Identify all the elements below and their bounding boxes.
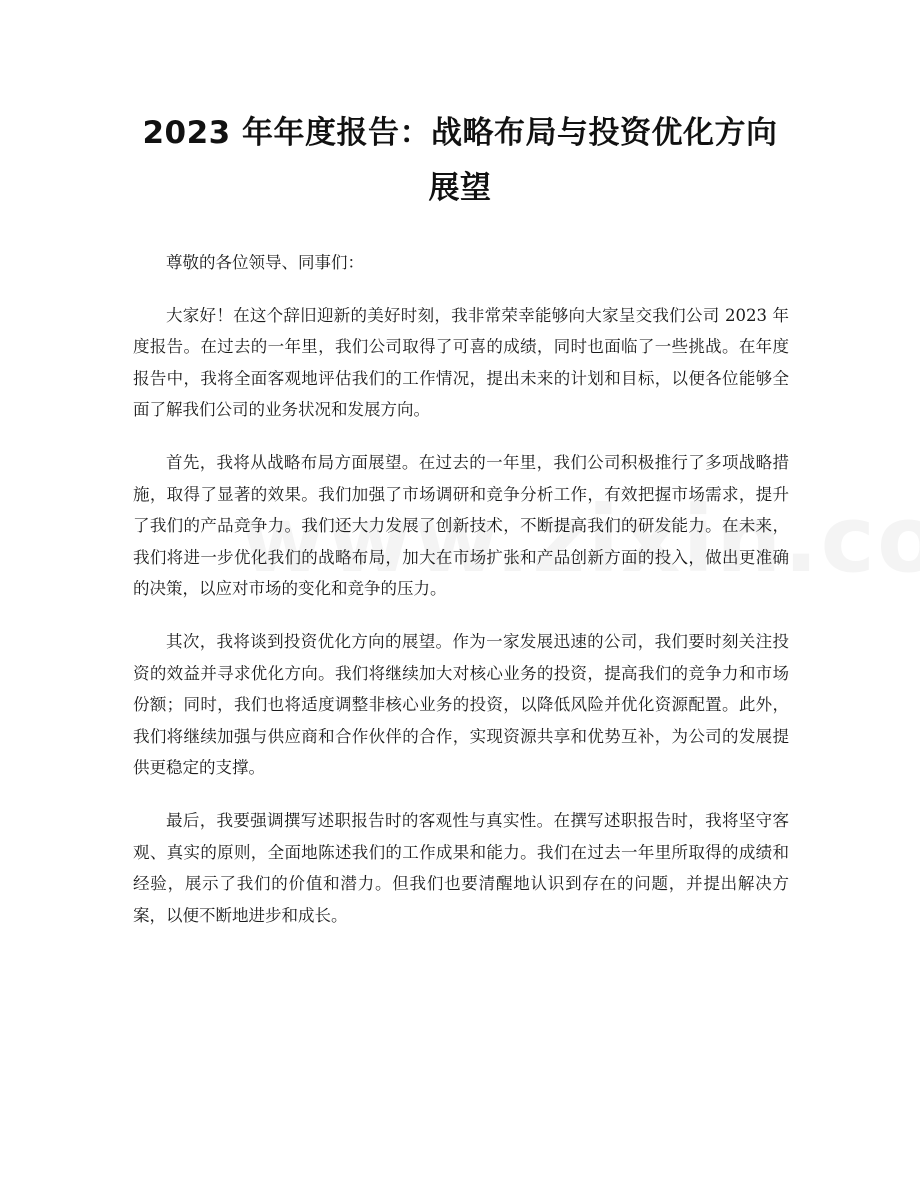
body-paragraph-conclusion: 最后，我要强调撰写述职报告时的客观性与真实性。在撰写述职报告时，我将坚守客观、真实的原则，全面地陈述我们的工作成果和能力。我们在过去一年里所取得的成绩和经验，展示了我们的价值和潜力。但我们也要清醒地认识到存在的问题，并提出解决方案，以便不断地进步和成长。 bbox=[133, 810, 789, 925]
greeting-paragraph: 尊敬的各位领导、同事们： bbox=[166, 253, 364, 272]
body-paragraph-strategy: 首先，我将从战略布局方面展望。在过去的一年里，我们公司积极推行了多项战略措施，取得了显著的效果。我们加强了市场调研和竞争分析工作，有效把握市场需求，提升了我们的产品竞争力。我们还大力发展了创新技术，不断提高我们的研发能力。在未来，我们将进一步优化我们的战略布局，加大在市场扩张和产品创新方面的投入，做出更准确的决策，以应对市场的变化和竞争的压力。 bbox=[133, 452, 789, 599]
body-paragraph-intro: 大家好！在这个辞旧迎新的美好时刻，我非常荣幸能够向大家呈交我们公司 2023 年度报告。在过去的一年里，我们公司取得了可喜的成绩，同时也面临了一些挑战。在年度报告中，我将全面客观地评估我们的工作情况，提出未来的计划和目标，以便各位能够全面了解我们公司的业务状况和发展方向。 bbox=[133, 305, 789, 420]
document-body bbox=[133, 247, 789, 952]
document-title bbox=[110, 106, 810, 216]
title-line-1: 2023 年年度报告：战略布局与投资优化方向 bbox=[142, 115, 778, 151]
body-paragraph-investment: 其次，我将谈到投资优化方向的展望。作为一家发展迅速的公司，我们要时刻关注投资的效益并寻求优化方向。我们将继续加大对核心业务的投资，提高我们的竞争力和市场份额；同时，我们也将适度调整非核心业务的投资，以降低风险并优化资源配置。此外，我们将继续加强与供应商和合作伙伴的合作，实现资源共享和优势互补，为公司的发展提供更稳定的支撑。 bbox=[133, 631, 789, 778]
title-line-2: 展望 bbox=[428, 170, 492, 206]
